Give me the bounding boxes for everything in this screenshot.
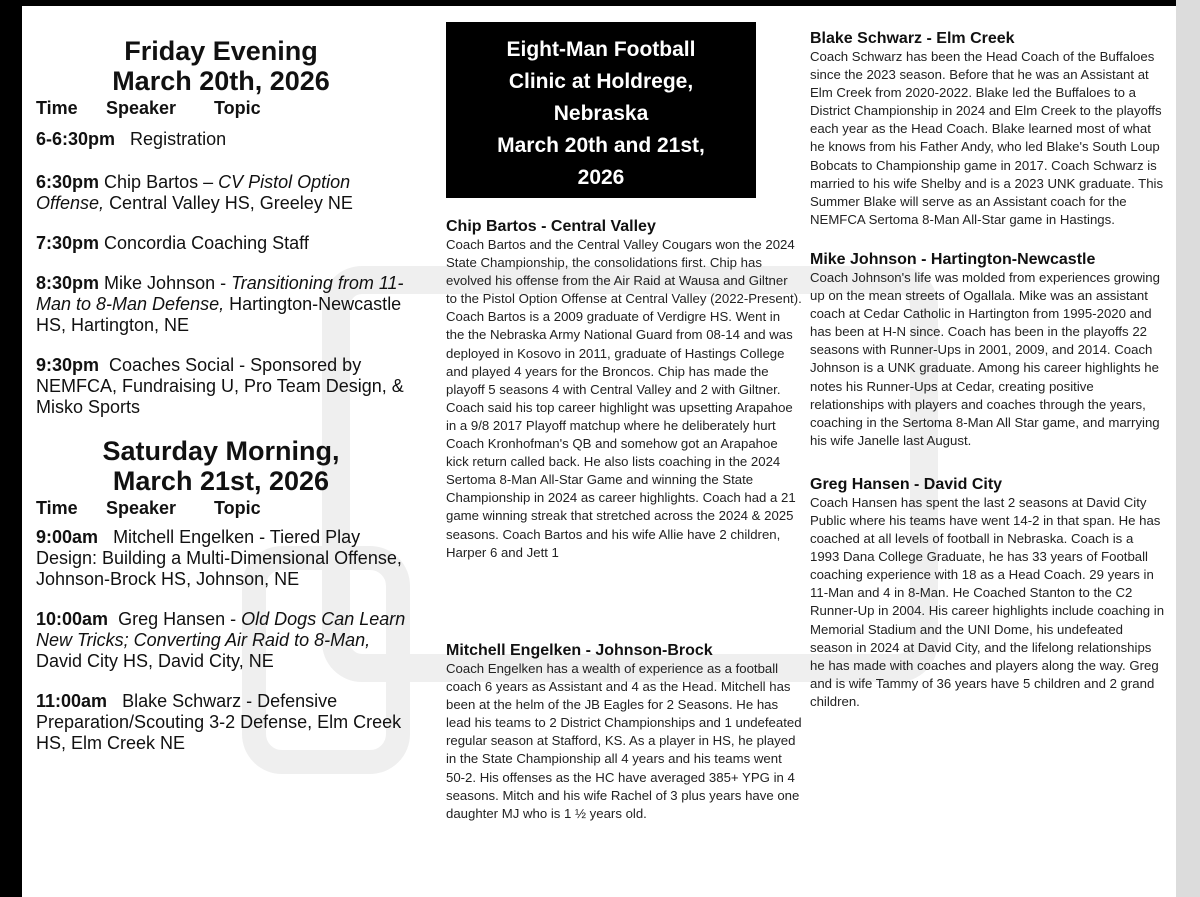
bio-heading: Mitchell Engelken - Johnson-Brock bbox=[446, 642, 713, 659]
entry-time: 6-6:30pm bbox=[36, 129, 116, 149]
entry-time: 11:00am bbox=[36, 691, 108, 711]
entry-text: Mitchell Engelken - Tiered Play Design: Building a Multi-Dimensional Offense, Johnson-Brock HS, Johnson, NE bbox=[36, 527, 402, 589]
schedule-entry bbox=[36, 355, 406, 418]
schedule-entry bbox=[36, 129, 406, 150]
entry-topic: CV Pistol Option Offense, bbox=[36, 172, 351, 213]
header-topic: Topic bbox=[214, 98, 261, 118]
clinic-title-line: 2026 bbox=[577, 166, 625, 189]
bio-text: Coach Bartos and the Central Valley Cougars won the 2024 State Championship, the consolidations first. Chip has evolved his offense from the Air Raid at Wausa and Giltner to the Pistol Option Offense at Central Valley (2022-Present). Coach Bartos is a 2009 graduate of Verdigre HS. Went in the the Nebraska Army National Guard from 08-14 and was deployed in Kosovo in 2011, graduate of Hastings College and played 4 years for the Broncos. Chip has made the playoff 5 seasons 4 with Central Valley and 2 with Giltner. Coach said his top career highlight was upsetting Arapahoe in a 9/8 2017 Playoff matchup where he deliberately hurt Coach Kronhofman's QB and somehow got an Arapahoe kick return called back. He also lists coaching in the 2024 Sertoma 8-Man All-Star Game and winning the State Championship in 2024 as career highlights. Coach had a 21 game winning streak that stretched across the 2024 & 2025 seasons. Coach Bartos and his wife Allie have 2 children, Harper 6 and Jett 1 bbox=[446, 237, 802, 560]
bio-hansen bbox=[810, 476, 1166, 711]
entry-text: Blake Schwarz - Defensive Preparation/Scouting 3-2 Defense, Elm Creek HS, Elm Creek NE bbox=[36, 691, 402, 753]
bio-johnson bbox=[810, 251, 1166, 450]
friday-title-line2: March 20th, 2026 bbox=[112, 66, 330, 96]
bio-text: Coach Hansen has spent the last 2 seasons at David City Public where his teams have went 14-2 in that span. He has coached at all levels of football in Nebraska. Coach is a 1993 Dana College Graduate, he has 33 years of Football coaching experience with 18 as a Head Coach. 29 years in 11-Man and 4 in 8-Man. He Coached Stanton to the C2 Runner-Up in 2004. His career highlights include coaching in Memorial Stadium and the UNI Dome, his undefeated season in 2024 at David City, and the lifelong relationships he has made with coaches and players along the way. Greg and is wife Tammy of 36 years have 5 children and 2 grand children. bbox=[810, 494, 1165, 709]
entry-time: 10:00am bbox=[36, 609, 109, 629]
entry-location: David City HS, David City, NE bbox=[36, 651, 274, 671]
clinic-title-line: March 20th and 21st, bbox=[497, 134, 705, 157]
saturday-schedule-header bbox=[36, 498, 406, 519]
entry-text: Coaches Social - Sponsored by NEMFCA, Fundraising U, Pro Team Design, & Misko Sports bbox=[36, 355, 404, 417]
bio-heading: Blake Schwarz - Elm Creek bbox=[810, 30, 1015, 47]
entry-location: Hartington-Newcastle HS, Hartington, NE bbox=[36, 294, 402, 335]
entry-time: 6:30pm bbox=[36, 172, 100, 192]
saturday-title bbox=[36, 436, 406, 496]
friday-title-line1: Friday Evening bbox=[124, 36, 318, 66]
entry-time: 8:30pm bbox=[36, 273, 100, 293]
saturday-title-line2: March 21st, 2026 bbox=[112, 466, 330, 496]
bio-text: Coach Engelken has a wealth of experience as a football coach 6 years as Assistant and 4 as the Head. Mitchell has been at the helm of the JB Eagles for 2 Seasons. He has lead his teams to 2 District Championships and 1 undefeated regular season at Stafford, KS. As a player in HS, he played in the State Championship all 4 years and his teams went 50-2. His offenses as the HC have averaged 385+ YPG in 4 seasons. Mitch and his wife Rachel of 3 plus years have one daughter MJ who is 1 ½ years old. bbox=[446, 661, 802, 821]
entry-text: Registration bbox=[130, 129, 227, 149]
page-edge bbox=[1176, 0, 1200, 897]
flyer-page bbox=[22, 6, 1176, 897]
right-column bbox=[810, 30, 1166, 711]
schedule-entry bbox=[36, 691, 406, 754]
entry-time: 9:30pm bbox=[36, 355, 100, 375]
entry-time: 9:00am bbox=[36, 527, 99, 547]
clinic-title-line: Nebraska bbox=[553, 102, 649, 125]
header-topic: Topic bbox=[214, 498, 261, 518]
entry-topic: Transitioning from 11-Man to 8-Man Defense, bbox=[36, 273, 404, 314]
header-speaker: Speaker bbox=[106, 498, 177, 518]
bio-engelken bbox=[446, 642, 802, 823]
bio-text: Coach Johnson's life was molded from experiences growing up on the mean streets of Ogallala. Mike was an assistant coach at Cedar Catholic in Hartington from 1995-2020 and has been at H-N since. Coach has been in the playoffs 22 seasons with Runner-Ups in 2001, 2009, and 2014. Coach Johnson is a UNK graduate. Among his career highlights he notes his Runner-Ups at Cedar, creating positive relationships with players and coaches through the years, coaching in the Sertoma 8-Man All Star game, and marrying his wife Janelle last August. bbox=[810, 269, 1160, 448]
schedule-entry bbox=[36, 527, 406, 590]
entry-time: 7:30pm bbox=[36, 233, 100, 253]
clinic-title-line: Clinic at Holdrege, bbox=[508, 70, 694, 93]
header-time: Time bbox=[36, 98, 78, 118]
schedule-entry bbox=[36, 233, 406, 254]
bio-text: Coach Schwarz has been the Head Coach of the Buffaloes since the 2023 season. Before that he was an Assistant at Elm Creek from 2020-2022. Blake led the Buffaloes to a District Championship in 2024 and Elm Creek to the playoffs each year as the Head Coach. Blake learned most of what he knows from his Father Andy, who led Blake's South Loup Bobcats to Championship game in 2017. Coach Schwarz is married to his wife Shelby and is a 2023 UNK graduate. This Summer Blake will serve as an Assistant coach for the NEMFCA Sertoma 8-Man All-Star game in Hastings. bbox=[810, 49, 1164, 227]
entry-text: Concordia Coaching Staff bbox=[104, 233, 309, 253]
bio-heading: Greg Hansen - David City bbox=[810, 475, 1003, 493]
bio-bartos bbox=[446, 218, 802, 562]
bio-heading: Chip Bartos - Central Valley bbox=[446, 218, 656, 235]
entry-speaker: Chip Bartos – bbox=[104, 172, 214, 192]
clinic-title-line: Eight-Man Football bbox=[506, 38, 696, 61]
friday-schedule-header bbox=[36, 98, 406, 119]
friday-title bbox=[36, 36, 406, 96]
entry-speaker: Greg Hansen - bbox=[118, 609, 237, 629]
entry-speaker: Mike Johnson - bbox=[104, 273, 227, 293]
schedule-entry bbox=[36, 273, 406, 336]
header-time: Time bbox=[36, 498, 78, 518]
entry-location: Central Valley HS, Greeley NE bbox=[109, 193, 353, 213]
clinic-title-box bbox=[446, 22, 756, 198]
saturday-title-line1: Saturday Morning, bbox=[102, 436, 340, 466]
header-speaker: Speaker bbox=[106, 98, 177, 118]
schedule-column bbox=[36, 36, 406, 754]
bio-heading: Mike Johnson - Hartington-Newcastle bbox=[810, 250, 1096, 268]
bio-schwarz bbox=[810, 30, 1166, 229]
entry-topic: Old Dogs Can Learn New Tricks; Converting Air Raid to 8-Man, bbox=[36, 609, 406, 650]
schedule-entry bbox=[36, 172, 406, 214]
schedule-entry bbox=[36, 609, 406, 672]
